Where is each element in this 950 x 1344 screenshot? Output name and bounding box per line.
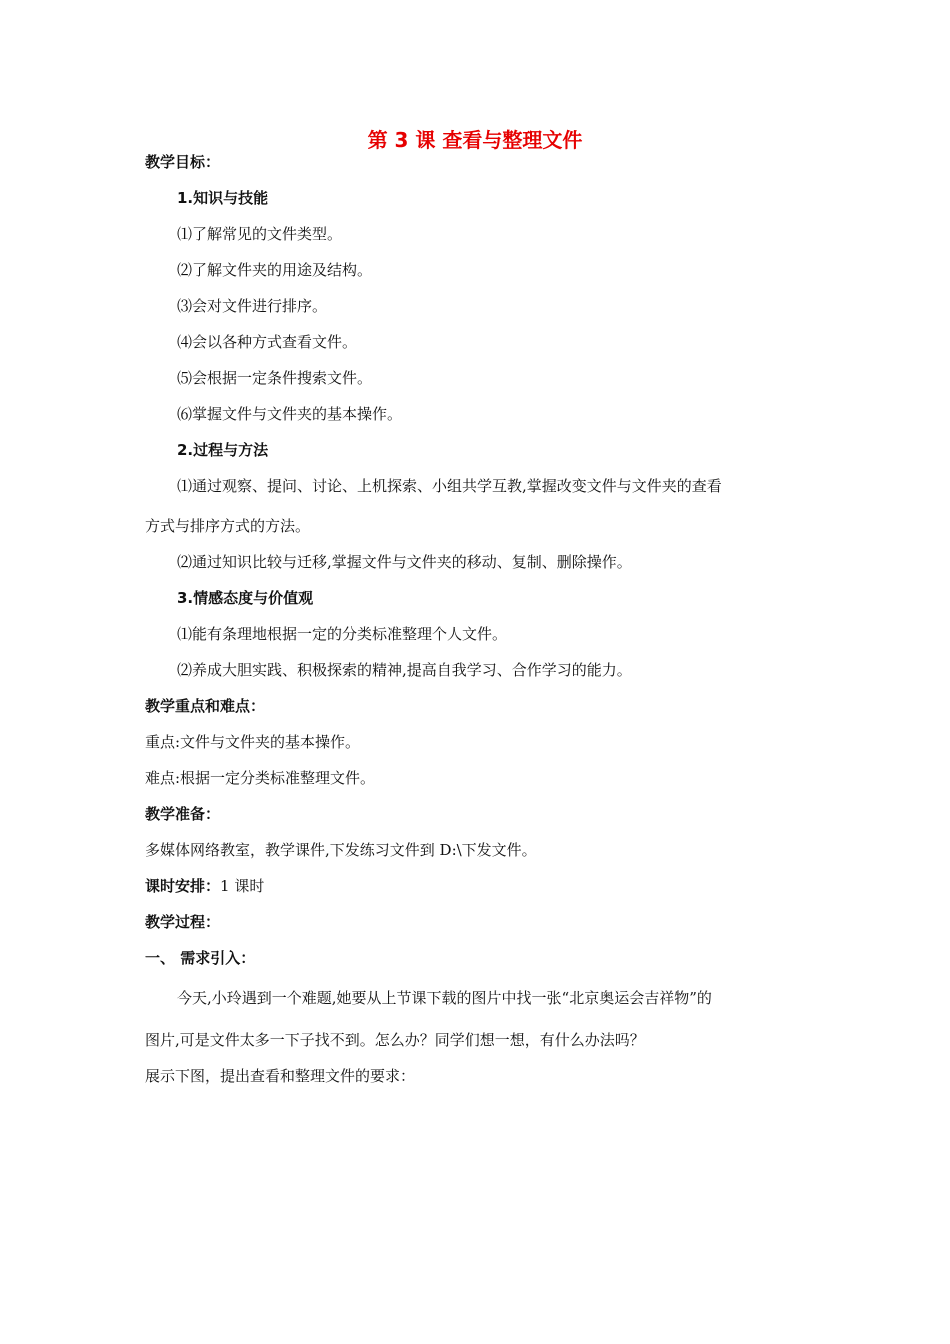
step1-show-text: 展示下图，提出查看和整理文件的要求： — [145, 1067, 416, 1085]
schedule-line — [145, 876, 264, 896]
step1-paragraph-line1: 今天,小玲遇到一个难题,她要从上节课下载的图片中找一张“北京奥运会吉祥物”的 — [177, 989, 712, 1007]
section1-item: ⑵了解文件夹的用途及结构。 — [177, 261, 373, 279]
preparation-text: 多媒体网络教室，教学课件,下发练习文件到 D:\下发文件。 — [145, 841, 537, 859]
section1-item: ⑶会对文件进行排序。 — [177, 297, 328, 315]
preparation-heading: 教学准备： — [145, 805, 221, 823]
schedule-label: 课时安排： — [145, 877, 221, 895]
section1-item: ⑸会根据一定条件搜索文件。 — [177, 369, 373, 387]
section2-item1-line1: ⑴通过观察、提问、讨论、上机探索、小组共学互教,掌握改变文件与文件夹的查看 — [177, 477, 722, 495]
keypoint-text: 重点:文件与文件夹的基本操作。 — [145, 733, 361, 751]
section1-item: ⑴了解常见的文件类型。 — [177, 225, 343, 243]
section1-item: ⑹掌握文件与文件夹的基本操作。 — [177, 405, 403, 423]
section2-item1-line2: 方式与排序方式的方法。 — [145, 517, 311, 535]
process-heading: 教学过程： — [145, 913, 221, 931]
step1-paragraph-line2: 图片,可是文件太多一下子找不到。怎么办？同学们想一想，有什么办法吗？ — [145, 1031, 645, 1049]
step1-heading: 一、 需求引入： — [145, 949, 256, 967]
section2-heading: 2.过程与方法 — [177, 441, 269, 459]
section3-heading: 3.情感态度与价值观 — [177, 589, 314, 607]
difficulty-text: 难点:根据一定分类标准整理文件。 — [145, 769, 376, 787]
document-title: 第 3 课 查看与整理文件 — [367, 128, 583, 152]
section3-item: ⑴能有条理地根据一定的分类标准整理个人文件。 — [177, 625, 508, 643]
section1-item: ⑷会以各种方式查看文件。 — [177, 333, 358, 351]
section2-item2: ⑵通过知识比较与迁移,掌握文件与文件夹的移动、复制、删除操作。 — [177, 553, 632, 571]
section1-heading: 1.知识与技能 — [177, 189, 269, 207]
objectives-heading: 教学目标： — [145, 153, 221, 171]
schedule-value: 1 课时 — [220, 877, 265, 895]
section3-item: ⑵养成大胆实践、积极探索的精神,提高自我学习、合作学习的能力。 — [177, 661, 632, 679]
keypoints-heading: 教学重点和难点： — [145, 697, 266, 715]
